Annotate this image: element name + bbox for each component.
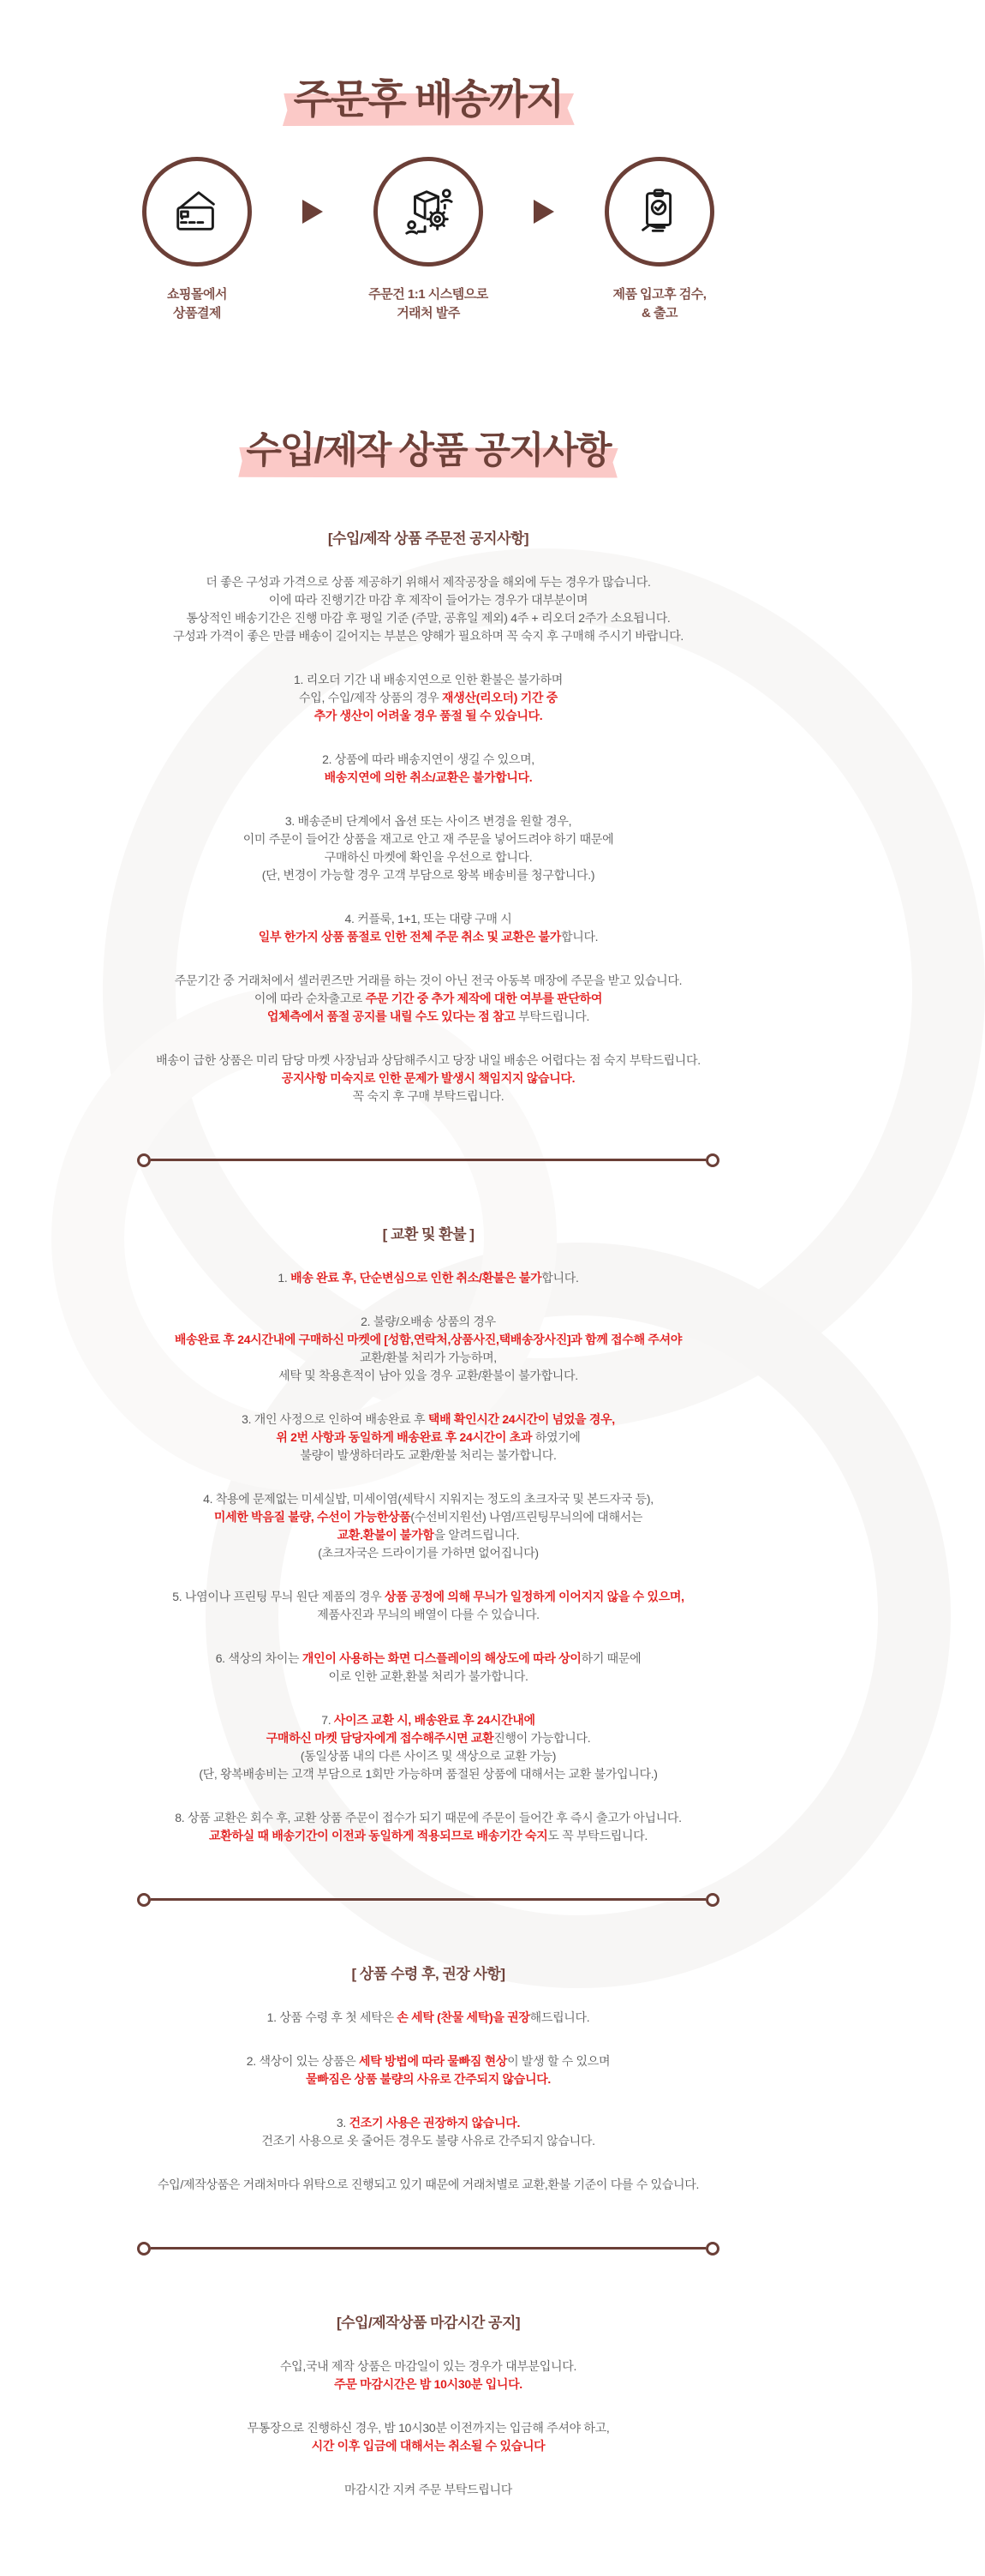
notice-paragraph [103, 671, 754, 725]
notice-paragraph [103, 2052, 754, 2088]
notice-text: 8. 상품 교환은 회수 후, 교환 상품 주문이 접수가 되기 때문에 주문이 들어간 후 즉시 출고가 아닙니다. [175, 1810, 682, 1824]
notice-text: 수입/제작상품은 거래처마다 위탁으로 진행되고 있기 때문에 거래처별로 교환,환불 기준이 다를 수 있습니다. [157, 2177, 700, 2191]
notice-text: 수입,국내 제작 상품은 마감일이 있는 경우가 대부분입니다. [279, 2358, 577, 2373]
step-label-line: 쇼핑몰에서 [167, 287, 227, 302]
notice-paragraph [103, 2114, 754, 2150]
notice-text: 3. [336, 2115, 349, 2130]
section-heading: [수입/제작상품 마감시간 공지] [336, 2314, 521, 2331]
notice-text-red: 교환.환불이 불가함 [337, 1527, 434, 1542]
step-label [347, 285, 510, 323]
notice-text-red: 주문 기간 중 추가 제작에 대한 여부를 판단하여 [365, 991, 603, 1005]
section-divider [137, 1153, 719, 1167]
notice-paragraph [103, 1313, 754, 1385]
notice-text-red: 시간 이후 입금에 대해서는 취소될 수 있습니다 [311, 2438, 546, 2453]
notice-text-red: 배송지연에 의한 취소/교환은 불가합니다. [324, 770, 533, 784]
notice-text: 제품사진과 무늬의 배열이 다를 수 있습니다. [317, 1607, 540, 1621]
notice-text: 무통장으로 진행하신 경우, 밤 10시30분 이전까지는 입금해 주셔야 하고, [247, 2420, 610, 2435]
notice-text-red: 업체측에서 품절 공지를 내릴 수도 있다는 점 참고 [266, 1009, 516, 1023]
arrow-right-icon [534, 200, 554, 224]
divider-end-ring [137, 1893, 151, 1907]
section-heading: [수입/제작 상품 주문전 공지사항] [327, 530, 529, 547]
divider-line [151, 2247, 706, 2250]
notice-text-red: 손 세탁 (찬물 세탁)을 권장 [397, 2010, 530, 2024]
notice-text-red: 교환하실 때 배송기간이 이전과 동일하게 적용되므로 배송기간 숙지 [209, 1828, 548, 1842]
notice-paragraph [103, 1051, 754, 1105]
step-label-line: 제품 입고후 검수, [612, 287, 707, 302]
notice-text: 꼭 숙지 후 구매 부탁드립니다. [352, 1088, 504, 1103]
section-divider [137, 1893, 719, 1907]
step-label-line: 거래처 발주 [397, 305, 460, 321]
notice-paragraph [103, 1588, 754, 1624]
notice-text-red: 상품 공정에 의해 무늬가 일정하게 이어지지 않을 수 있으며, [385, 1589, 684, 1603]
notice-text-red: 위 2번 사항과 동일하게 배송완료 후 24시간이 초과 [276, 1429, 533, 1444]
divider-end-ring [706, 1153, 719, 1167]
notice-text: 1. 상품 수령 후 첫 세탁은 [266, 2010, 397, 2024]
exchange-refund [103, 1222, 754, 1845]
notice-text: 구성과 가격이 좋은 만큼 배송이 길어지는 부분은 양해가 필요하며 꼭 숙지 후 구매해 주시기 바랍니다. [172, 628, 684, 643]
notice-text: 2. 색상이 있는 상품은 [246, 2053, 360, 2068]
notice-text: 이로 인한 교환,환불 처리가 불가합니다. [328, 1668, 528, 1683]
divider-end-ring [706, 2242, 719, 2255]
notice-text: 5. 나염이나 프린팅 무늬 원단 제품의 경우 [172, 1589, 385, 1603]
notice-text-red: 일부 한가지 상품 품절로 인한 전체 주문 취소 및 교환은 불가 [258, 929, 561, 944]
notice-text: 이 발생 할 수 있으며 [507, 2053, 611, 2068]
notice-text: 마감시간 지켜 주문 부탁드립니다 [344, 2482, 512, 2496]
notice-text: 합니다. [541, 1270, 579, 1285]
pre-order-notice [103, 526, 754, 1105]
page-title-text: 주문후 배송까지 [293, 76, 564, 122]
notice-text: 세탁 및 착용흔적이 남아 있을 경우 교환/환불이 불가합니다. [278, 1368, 578, 1382]
notice-text: (동일상품 내의 다른 사이즈 및 색상으로 교환 가능) [300, 1748, 557, 1763]
inspection-icon [605, 157, 714, 267]
notice-text: 6. 색상의 차이는 [215, 1650, 302, 1665]
notice-text: 7. [321, 1712, 334, 1727]
notice-text: 3. 배송준비 단계에서 옵션 또는 사이즈 변경을 원할 경우, [284, 813, 572, 828]
notice-text: 배송이 급한 상품은 미리 담당 마켓 사장님과 상담해주시고 당장 내일 배송은 어렵다는 점 숙지 부탁드립니다. [156, 1052, 701, 1067]
divider-end-ring [137, 2242, 151, 2255]
notice-text: 하기 때문에 [581, 1650, 642, 1665]
notice-text: (단, 변경이 가능할 경우 고객 부담으로 왕복 배송비를 청구합니다.) [261, 867, 595, 882]
notice-paragraph [103, 910, 754, 946]
notice-text: 합니다. [561, 929, 599, 944]
notice-text: (초크자국은 드라이기를 가하면 없어집니다) [318, 1545, 539, 1560]
notice-paragraph [103, 2009, 754, 2027]
notice-paragraph [103, 2419, 754, 2455]
notice-text: 진행이 가능합니다. [493, 1730, 591, 1745]
notice-text-red: 미세한 박음질 불량, 수선이 가능한상품 [213, 1509, 411, 1524]
notice-text: 이에 따라 진행기간 마감 후 제작이 들어가는 경우가 대부분이며 [268, 592, 588, 607]
notice-text: 해드립니다. [529, 2010, 590, 2024]
deadline-notice [103, 2310, 754, 2499]
notice-text: 건조기 사용으로 옷 줄어든 경우도 불량 사유로 간주되지 않습니다. [261, 2133, 595, 2148]
notice-title [103, 429, 754, 471]
notice-paragraph [103, 751, 754, 787]
notice-text: 교환/환불 처리가 가능하며, [360, 1350, 497, 1364]
notice-text: 도 꼭 부탁드립니다. [547, 1828, 648, 1842]
step-label [116, 285, 278, 323]
notice-paragraph [103, 573, 754, 645]
notice-paragraph [103, 1809, 754, 1845]
order-system-icon [373, 157, 483, 267]
notice-paragraph [103, 972, 754, 1026]
notice-text: 1. [278, 1270, 291, 1285]
notice-text: 불량이 발생하더라도 교환/환불 처리는 불가합니다. [300, 1447, 557, 1462]
process-steps [103, 157, 754, 323]
content-column [103, 0, 754, 2576]
process-step-1 [116, 157, 278, 323]
shop-payment-icon [142, 157, 252, 267]
notice-paragraph [103, 812, 754, 884]
notice-paragraph [103, 2176, 754, 2194]
arrow-right-icon [302, 200, 323, 224]
notice-text: 부탁드립니다. [515, 1009, 590, 1023]
notice-text-red: 택배 확인시간 24시간이 넘었을 경우, [427, 1411, 615, 1426]
notice-text: 3. 개인 사정으로 인하여 배송완료 후 [242, 1411, 428, 1426]
process-step-3 [578, 157, 741, 323]
page-title [103, 0, 754, 122]
notice-text-red: 주문 마감시간은 밤 10시30분 입니다. [334, 2376, 522, 2391]
notice-text-red: 구매하신 마켓 담당자에게 접수해주시면 교환 [266, 1730, 494, 1745]
notice-paragraph [103, 1650, 754, 1686]
step-label-line: 주문건 1:1 시스템으로 [368, 287, 488, 302]
divider-line [151, 1898, 706, 1901]
notice-text-red: 물빠짐은 상품 불량의 사유로 간주되지 않습니다. [305, 2071, 552, 2086]
notice-text: 주문기간 중 거래처에서 셀러퀸즈만 거래를 하는 것이 아닌 전국 아동복 매장에 주문을 받고 있습니다. [174, 973, 683, 987]
notice-text: 을 알려드립니다. [433, 1527, 520, 1542]
divider-end-ring [706, 1893, 719, 1907]
notice-text-red: 추가 생산이 어려울 경우 품절 될 수 있습니다. [313, 708, 543, 722]
notice-text: 이미 주문이 들어간 상품을 재고로 안고 재 주문을 넣어드려야 하기 때문에 [242, 831, 614, 846]
notice-text: 4. 착용에 문제없는 미세실밥, 미세이염(세탁시 지워지는 정도의 초크자국 및 본드자국 등), [203, 1491, 654, 1506]
section-divider [137, 2242, 719, 2255]
notice-text: (수선비지원선) 나염/프린팅무늬의에 대해서는 [410, 1509, 643, 1524]
notice-text: 더 좋은 구성과 가격으로 상품 제공하기 위해서 제작공장을 해외에 두는 경우가 많습니다. [206, 574, 651, 589]
notice-text: 4. 커플룩, 1+1, 또는 대량 구매 시 [344, 911, 512, 926]
divider-line [151, 1159, 706, 1161]
notice-text-red: 공지사항 미숙지로 인한 문제가 발생시 책임지지 않습니다. [281, 1070, 576, 1085]
notice-text-red: 세탁 방법에 따라 물빠짐 현상 [359, 2053, 508, 2068]
step-label-line: 상품결제 [173, 305, 221, 321]
after-receipt-recommendations [103, 1962, 754, 2194]
notice-text: 2. 불량/오배송 상품의 경우 [361, 1314, 496, 1328]
notice-paragraph [103, 1411, 754, 1465]
notice-text: (단, 왕복배송비는 고객 부담으로 1회만 가능하며 품절된 상품에 대해서는 교환 불가입니다.) [199, 1766, 658, 1781]
notice-paragraph [103, 2481, 754, 2499]
notice-text-red: 배송 완료 후, 단순변심으로 인한 취소/환불은 불가 [290, 1270, 542, 1285]
notice-text-red: 사이즈 교환 시, 배송완료 후 24시간내에 [333, 1712, 535, 1727]
notice-paragraph [103, 1490, 754, 1562]
notice-paragraph [103, 1269, 754, 1287]
notice-text: 하였기에 [532, 1429, 581, 1444]
notice-text-red: 개인이 사용하는 화면 디스플레이의 해상도에 따라 상이 [301, 1650, 582, 1665]
notice-text-red: 배송완료 후 24시간내에 구매하신 마켓에 [성함,연락처,상품사진,택배송장사진]과 함께 접수해 주셔야 [174, 1332, 683, 1346]
notice-text: 1. 리오더 기간 내 배송지연으로 인한 환불은 불가하며 [294, 672, 563, 686]
notice-paragraph [103, 1711, 754, 1783]
step-label [578, 285, 741, 323]
notice-text: 구매하신 마켓에 확인을 우선으로 합니다. [324, 849, 533, 864]
notice-paragraph [103, 2357, 754, 2393]
section-heading: [ 교환 및 환불 ] [382, 1225, 475, 1243]
notice-title-text: 수입/제작 상품 공지사항 [246, 429, 611, 471]
notice-text: 수입, 수입/제작 상품의 경우 [299, 690, 443, 704]
process-step-2 [347, 157, 510, 323]
step-label-line: & 출고 [642, 305, 678, 321]
notice-sections [103, 526, 754, 2576]
notice-text: 통상적인 배송기간은 진행 마감 후 평일 기준 (주말, 공휴일 제외) 4주 + 리오더 2주가 소요됩니다. [186, 610, 671, 625]
notice-text: 2. 상품에 따라 배송지연이 생길 수 있으며, [322, 752, 534, 766]
notice-text-red: 재생산(리오더) 기간 중 [442, 690, 558, 704]
notice-text: 이에 따라 순차출고로 [254, 991, 366, 1005]
notice-text-red: 건조기 사용은 권장하지 않습니다. [349, 2115, 521, 2130]
divider-end-ring [137, 1153, 151, 1167]
section-heading: [ 상품 수령 후, 권장 사항] [351, 1965, 505, 1982]
